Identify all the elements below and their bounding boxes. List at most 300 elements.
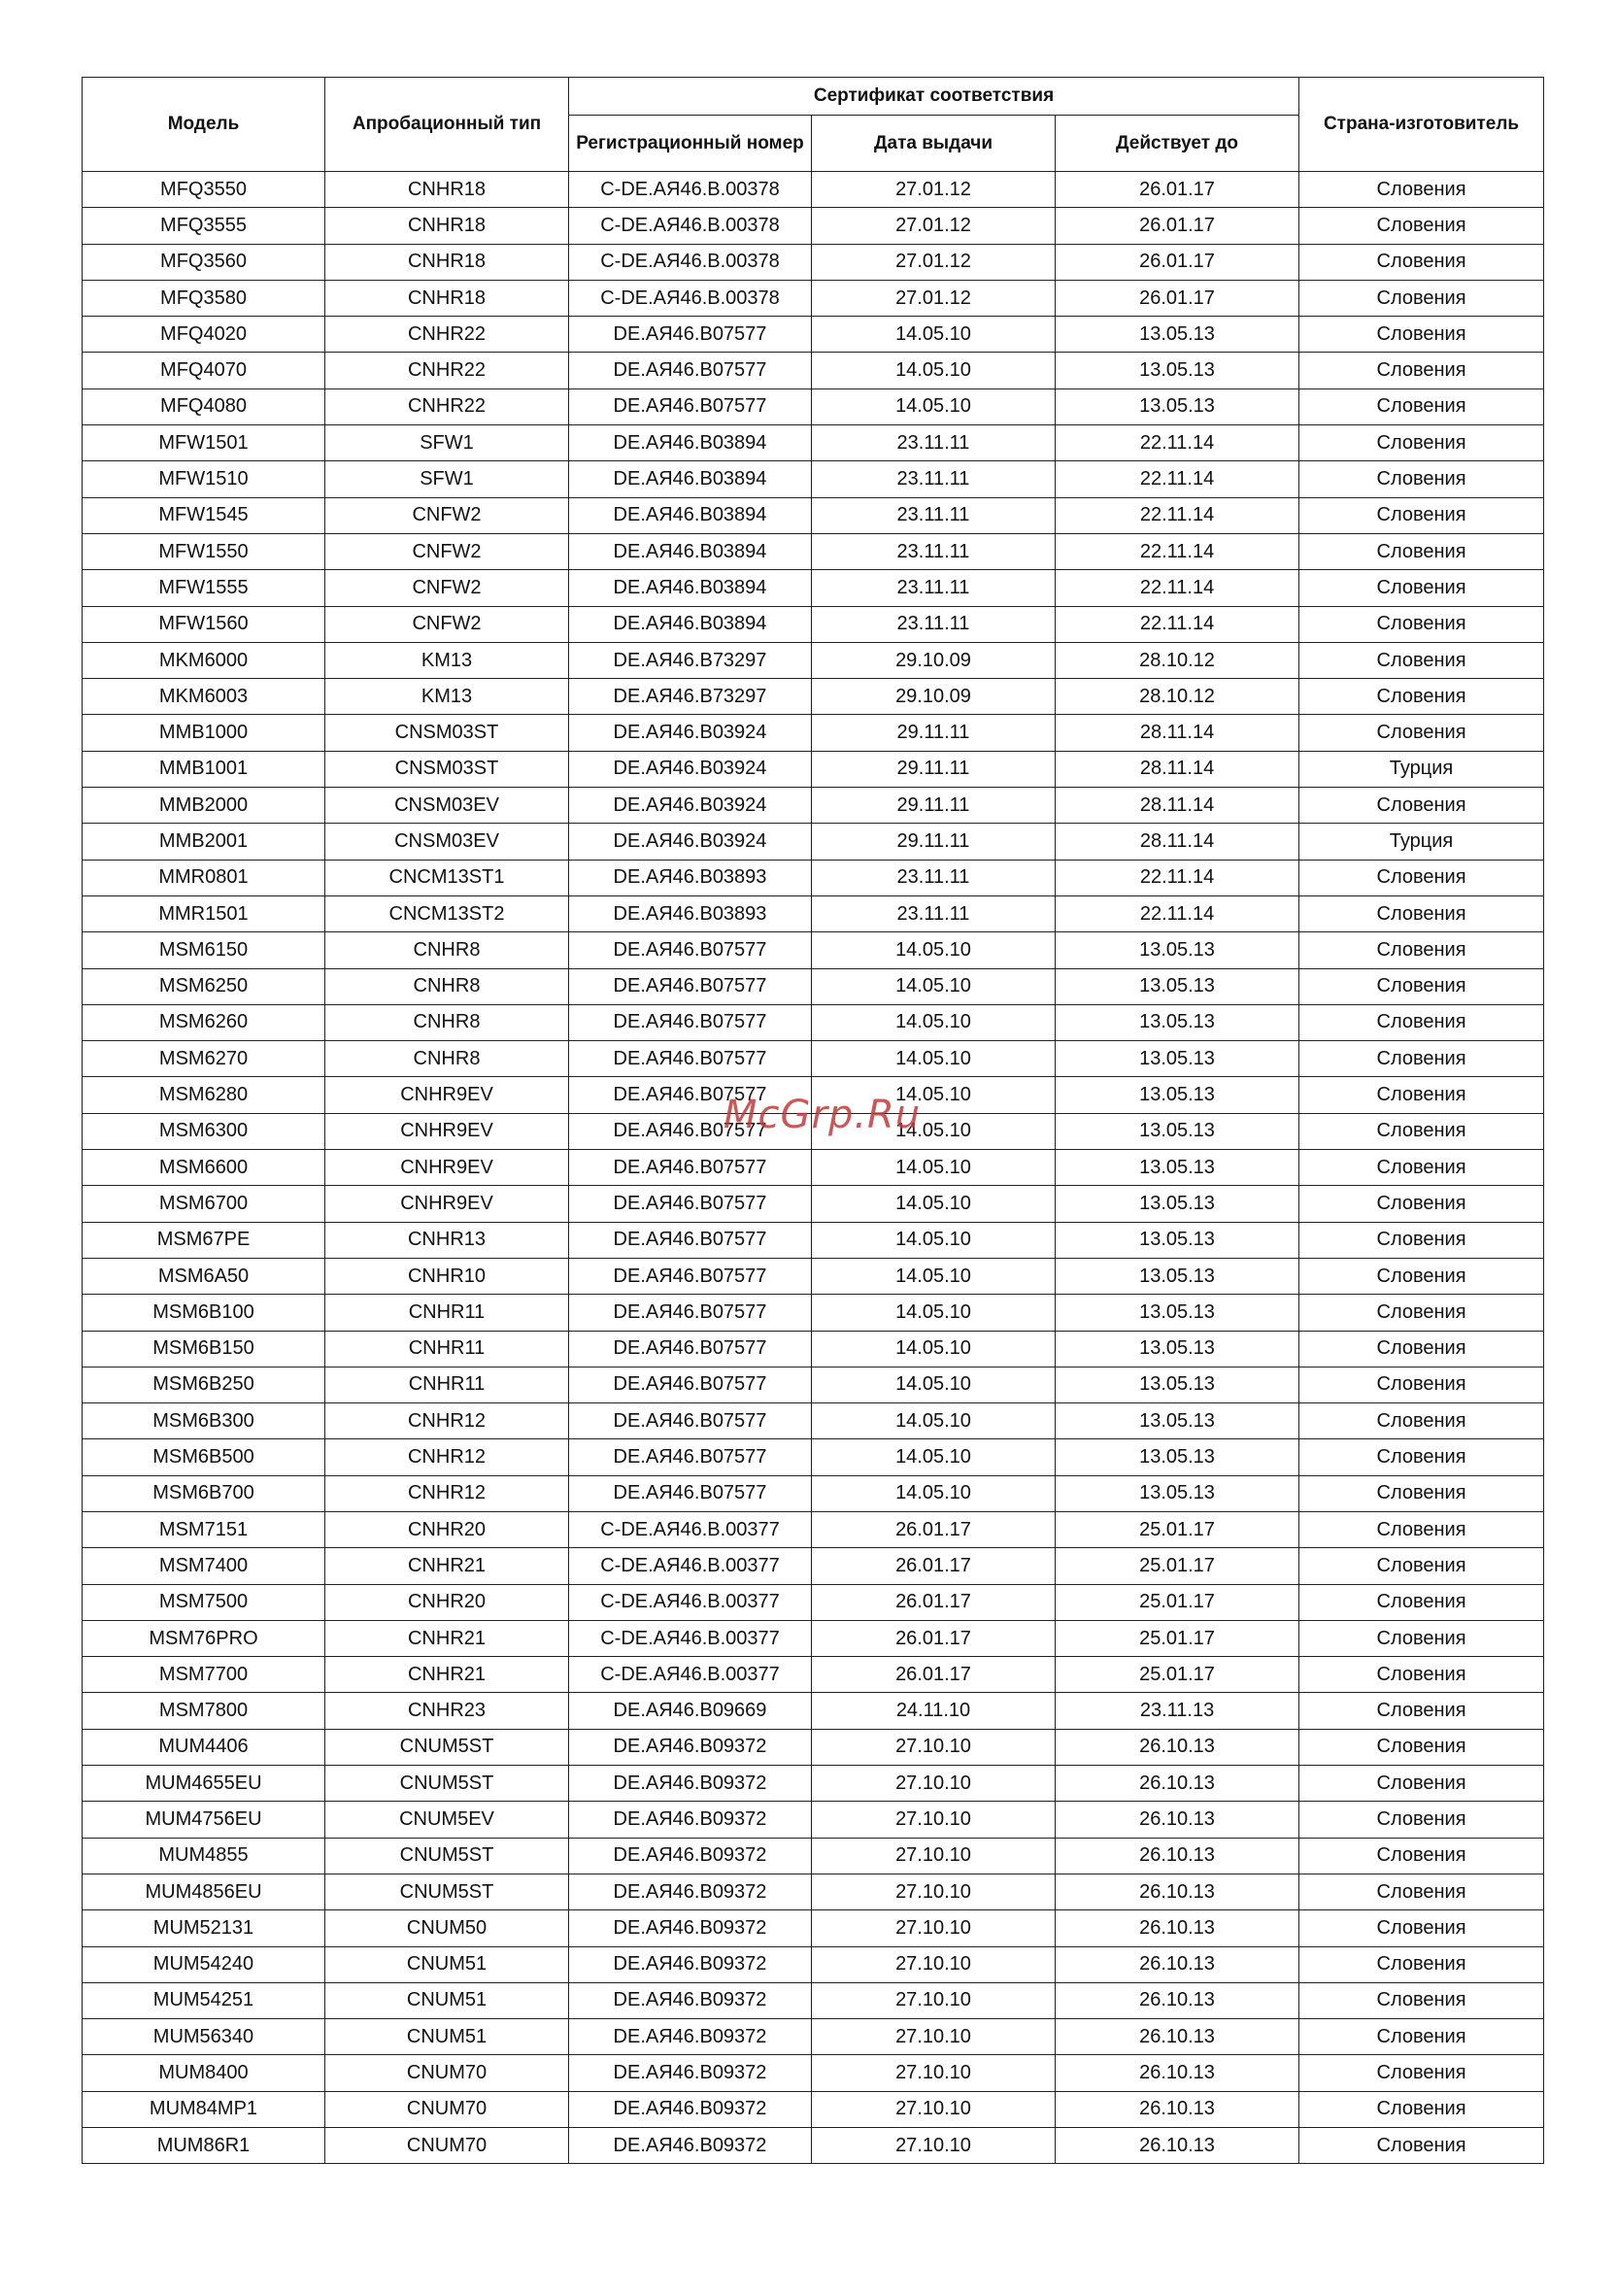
cell-reg-number: DE.АЯ46.B07577: [569, 932, 812, 968]
cell-aprob-type: CNHR21: [325, 1620, 569, 1656]
table-row: [83, 1548, 1544, 1584]
cell-issue-date: 29.11.11: [812, 824, 1056, 860]
cell-valid-until: 25.01.17: [1056, 1620, 1299, 1656]
cell-model: MSM67PE: [83, 1222, 325, 1258]
table-body: [83, 172, 1544, 2164]
cell-reg-number: C-DE.АЯ46.B.00378: [569, 244, 812, 280]
cell-aprob-type: CNUM51: [325, 1982, 569, 2018]
cell-valid-until: 26.10.13: [1056, 2091, 1299, 2127]
cell-issue-date: 14.05.10: [812, 968, 1056, 1004]
cell-valid-until: 13.05.13: [1056, 1367, 1299, 1402]
cell-reg-number: DE.АЯ46.B09372: [569, 1982, 812, 2018]
cell-model: MSM6B250: [83, 1367, 325, 1402]
cell-model: MSM6250: [83, 968, 325, 1004]
cell-aprob-type: CNHR18: [325, 208, 569, 244]
cell-country: Словения: [1299, 461, 1544, 497]
cell-issue-date: 23.11.11: [812, 425, 1056, 461]
table-row: [83, 497, 1544, 533]
table-row: [83, 1982, 1544, 2018]
cell-aprob-type: CNUM50: [325, 1910, 569, 1946]
watermark-text: McGrp.Ru: [724, 1093, 922, 1137]
cell-aprob-type: CNHR11: [325, 1367, 569, 1402]
cell-country: Словения: [1299, 1475, 1544, 1511]
cell-aprob-type: CNUM70: [325, 2128, 569, 2164]
cell-reg-number: DE.АЯ46.B07577: [569, 968, 812, 1004]
cell-issue-date: 26.01.17: [812, 1620, 1056, 1656]
cell-reg-number: DE.АЯ46.B03894: [569, 461, 812, 497]
cell-reg-number: DE.АЯ46.B09372: [569, 1946, 812, 1982]
cell-model: MFQ4020: [83, 317, 325, 353]
cell-valid-until: 26.01.17: [1056, 244, 1299, 280]
cell-country: Словения: [1299, 1946, 1544, 1982]
cell-aprob-type: CNUM70: [325, 2055, 569, 2091]
table-row: [83, 2019, 1544, 2055]
cell-reg-number: DE.АЯ46.B03924: [569, 824, 812, 860]
cell-reg-number: C-DE.АЯ46.B.00377: [569, 1620, 812, 1656]
cell-model: MUM4406: [83, 1729, 325, 1765]
cell-aprob-type: CNHR9EV: [325, 1150, 569, 1186]
cell-issue-date: 26.01.17: [812, 1548, 1056, 1584]
cell-issue-date: 14.05.10: [812, 353, 1056, 388]
cell-reg-number: DE.АЯ46.B07577: [569, 317, 812, 353]
cell-country: Словения: [1299, 497, 1544, 533]
cell-valid-until: 28.11.14: [1056, 715, 1299, 751]
table-row: [83, 1186, 1544, 1222]
cell-issue-date: 14.05.10: [812, 317, 1056, 353]
cell-reg-number: DE.АЯ46.B09372: [569, 2055, 812, 2091]
cell-reg-number: DE.АЯ46.B09372: [569, 1766, 812, 1802]
cell-issue-date: 14.05.10: [812, 1439, 1056, 1475]
cell-model: MSM7400: [83, 1548, 325, 1584]
cell-country: Словения: [1299, 1693, 1544, 1729]
header-country: Страна-изготовитель: [1299, 78, 1544, 172]
cell-valid-until: 22.11.14: [1056, 895, 1299, 931]
table-row: [83, 1041, 1544, 1077]
table-row: [83, 280, 1544, 316]
cell-issue-date: 14.05.10: [812, 1041, 1056, 1077]
cell-country: Словения: [1299, 1511, 1544, 1547]
cell-country: Словения: [1299, 425, 1544, 461]
cell-valid-until: 22.11.14: [1056, 425, 1299, 461]
cell-issue-date: 27.10.10: [812, 1766, 1056, 1802]
cell-aprob-type: CNUM51: [325, 1946, 569, 1982]
cell-issue-date: 29.10.09: [812, 679, 1056, 715]
table-row: [83, 1150, 1544, 1186]
cell-country: Словения: [1299, 1910, 1544, 1946]
cell-reg-number: DE.АЯ46.B07577: [569, 1331, 812, 1367]
cell-issue-date: 27.10.10: [812, 1982, 1056, 2018]
table-row: [83, 1295, 1544, 1331]
cell-model: MUM4655EU: [83, 1766, 325, 1802]
cell-country: Словения: [1299, 172, 1544, 208]
table-row: [83, 895, 1544, 931]
cell-aprob-type: CNSM03EV: [325, 788, 569, 824]
cell-reg-number: C-DE.АЯ46.B.00377: [569, 1548, 812, 1584]
cell-valid-until: 26.10.13: [1056, 1946, 1299, 1982]
cell-valid-until: 28.11.14: [1056, 751, 1299, 787]
cell-issue-date: 14.05.10: [812, 1403, 1056, 1439]
cell-model: MSM6280: [83, 1077, 325, 1113]
cell-country: Словения: [1299, 1258, 1544, 1294]
table-row: [83, 1475, 1544, 1511]
cell-country: Словения: [1299, 1439, 1544, 1475]
cell-aprob-type: CNHR13: [325, 1222, 569, 1258]
table-row: [83, 1910, 1544, 1946]
cell-aprob-type: CNHR11: [325, 1331, 569, 1367]
cell-issue-date: 24.11.10: [812, 1693, 1056, 1729]
cell-country: Словения: [1299, 1367, 1544, 1402]
cell-country: Словения: [1299, 1295, 1544, 1331]
cell-issue-date: 29.11.11: [812, 788, 1056, 824]
cell-aprob-type: CNSM03EV: [325, 824, 569, 860]
cell-model: MUM8400: [83, 2055, 325, 2091]
table-row: [83, 932, 1544, 968]
cell-valid-until: 13.05.13: [1056, 1295, 1299, 1331]
table-row: [83, 2128, 1544, 2164]
cell-issue-date: 27.01.12: [812, 280, 1056, 316]
cell-aprob-type: CNHR18: [325, 172, 569, 208]
cell-valid-until: 28.11.14: [1056, 824, 1299, 860]
cell-reg-number: DE.АЯ46.B03893: [569, 895, 812, 931]
cell-country: Словения: [1299, 679, 1544, 715]
cell-issue-date: 14.05.10: [812, 1222, 1056, 1258]
cell-model: MUM86R1: [83, 2128, 325, 2164]
cell-issue-date: 27.10.10: [812, 2128, 1056, 2164]
cell-issue-date: 27.10.10: [812, 1802, 1056, 1838]
cell-aprob-type: CNHR12: [325, 1403, 569, 1439]
cell-reg-number: DE.АЯ46.B09372: [569, 1729, 812, 1765]
cell-aprob-type: CNHR9EV: [325, 1113, 569, 1149]
cell-aprob-type: CNHR12: [325, 1439, 569, 1475]
cell-country: Словения: [1299, 244, 1544, 280]
cell-aprob-type: CNFW2: [325, 497, 569, 533]
cell-reg-number: C-DE.АЯ46.B.00378: [569, 172, 812, 208]
cell-reg-number: DE.АЯ46.B73297: [569, 642, 812, 678]
cell-reg-number: DE.АЯ46.B03894: [569, 497, 812, 533]
cell-model: MUM4856EU: [83, 1874, 325, 1909]
cell-reg-number: DE.АЯ46.B07577: [569, 1403, 812, 1439]
cell-valid-until: 22.11.14: [1056, 461, 1299, 497]
cell-issue-date: 27.10.10: [812, 1874, 1056, 1909]
cell-country: Словения: [1299, 606, 1544, 642]
header-issue-date: Дата выдачи: [812, 116, 1056, 172]
cell-model: MSM7151: [83, 1511, 325, 1547]
cell-aprob-type: CNHR20: [325, 1511, 569, 1547]
cell-model: MSM6B700: [83, 1475, 325, 1511]
table-row: [83, 751, 1544, 787]
header-row-1: [83, 78, 1544, 116]
cell-reg-number: DE.АЯ46.B09372: [569, 1802, 812, 1838]
cell-valid-until: 13.05.13: [1056, 353, 1299, 388]
cell-aprob-type: CNHR20: [325, 1584, 569, 1620]
cell-reg-number: DE.АЯ46.B03894: [569, 570, 812, 606]
cell-valid-until: 26.10.13: [1056, 1982, 1299, 2018]
cell-aprob-type: CNHR8: [325, 932, 569, 968]
cell-model: MSM6260: [83, 1004, 325, 1040]
table-row: [83, 533, 1544, 569]
cell-model: MSM76PRO: [83, 1620, 325, 1656]
cell-reg-number: DE.АЯ46.B09372: [569, 2128, 812, 2164]
cell-reg-number: DE.АЯ46.B09372: [569, 2019, 812, 2055]
table-row: [83, 1802, 1544, 1838]
cell-valid-until: 26.10.13: [1056, 1874, 1299, 1909]
cell-country: Словения: [1299, 1041, 1544, 1077]
table-row: [83, 1693, 1544, 1729]
cell-reg-number: DE.АЯ46.B07577: [569, 1439, 812, 1475]
cell-model: MUM4855: [83, 1838, 325, 1874]
cell-valid-until: 22.11.14: [1056, 497, 1299, 533]
cell-valid-until: 28.11.14: [1056, 788, 1299, 824]
cell-valid-until: 13.05.13: [1056, 1439, 1299, 1475]
cell-reg-number: C-DE.АЯ46.B.00377: [569, 1511, 812, 1547]
table-row: [83, 425, 1544, 461]
table-row: [83, 353, 1544, 388]
cell-country: Словения: [1299, 715, 1544, 751]
cell-country: Словения: [1299, 1982, 1544, 2018]
cell-reg-number: DE.АЯ46.B07577: [569, 1475, 812, 1511]
table-row: [83, 317, 1544, 353]
cell-country: Словения: [1299, 1150, 1544, 1186]
cell-valid-until: 26.10.13: [1056, 2019, 1299, 2055]
table-row: [83, 388, 1544, 424]
cell-aprob-type: CNSM03ST: [325, 715, 569, 751]
cell-valid-until: 26.10.13: [1056, 2055, 1299, 2091]
cell-valid-until: 13.05.13: [1056, 1403, 1299, 1439]
cell-issue-date: 27.10.10: [812, 2091, 1056, 2127]
cell-reg-number: C-DE.АЯ46.B.00377: [569, 1584, 812, 1620]
cell-reg-number: DE.АЯ46.B07577: [569, 1041, 812, 1077]
cell-aprob-type: CNCM13ST1: [325, 860, 569, 895]
cell-issue-date: 23.11.11: [812, 533, 1056, 569]
cell-model: MUM4756EU: [83, 1802, 325, 1838]
cell-issue-date: 14.05.10: [812, 932, 1056, 968]
cell-valid-until: 26.10.13: [1056, 1766, 1299, 1802]
cell-issue-date: 14.05.10: [812, 1004, 1056, 1040]
cell-issue-date: 23.11.11: [812, 497, 1056, 533]
cell-country: Словения: [1299, 1838, 1544, 1874]
cell-valid-until: 13.05.13: [1056, 1113, 1299, 1149]
cell-issue-date: 29.11.11: [812, 751, 1056, 787]
cell-country: Словения: [1299, 533, 1544, 569]
cell-aprob-type: SFW1: [325, 425, 569, 461]
cell-issue-date: 29.10.09: [812, 642, 1056, 678]
cell-issue-date: 27.01.12: [812, 172, 1056, 208]
cell-reg-number: DE.АЯ46.B09372: [569, 2091, 812, 2127]
cell-aprob-type: CNHR9EV: [325, 1186, 569, 1222]
cell-valid-until: 26.01.17: [1056, 208, 1299, 244]
table-row: [83, 244, 1544, 280]
cell-model: MSM7800: [83, 1693, 325, 1729]
cell-country: Словения: [1299, 1802, 1544, 1838]
table-row: [83, 1584, 1544, 1620]
cell-model: MFW1560: [83, 606, 325, 642]
cell-reg-number: DE.АЯ46.B07577: [569, 1113, 812, 1149]
cell-aprob-type: SFW1: [325, 461, 569, 497]
cell-valid-until: 25.01.17: [1056, 1511, 1299, 1547]
cell-reg-number: DE.АЯ46.B07577: [569, 353, 812, 388]
cell-model: MUM84MP1: [83, 2091, 325, 2127]
table-row: [83, 642, 1544, 678]
table-row: [83, 1766, 1544, 1802]
cell-valid-until: 13.05.13: [1056, 968, 1299, 1004]
cell-issue-date: 27.10.10: [812, 1729, 1056, 1765]
cell-model: MKM6000: [83, 642, 325, 678]
cell-valid-until: 22.11.14: [1056, 606, 1299, 642]
cell-model: MMR1501: [83, 895, 325, 931]
cell-reg-number: DE.АЯ46.B07577: [569, 1150, 812, 1186]
cell-country: Словения: [1299, 1657, 1544, 1693]
cell-model: MFW1510: [83, 461, 325, 497]
cell-model: MSM7500: [83, 1584, 325, 1620]
cell-reg-number: DE.АЯ46.B03924: [569, 788, 812, 824]
cell-aprob-type: KM13: [325, 679, 569, 715]
cell-valid-until: 26.10.13: [1056, 2128, 1299, 2164]
table-row: [83, 570, 1544, 606]
table-header: [83, 78, 1544, 172]
cell-issue-date: 14.05.10: [812, 388, 1056, 424]
cell-aprob-type: CNUM51: [325, 2019, 569, 2055]
cell-country: Словения: [1299, 1331, 1544, 1367]
cell-aprob-type: CNFW2: [325, 570, 569, 606]
header-aprob-type: Апробационный тип: [325, 78, 569, 172]
table-row: [83, 1367, 1544, 1402]
table-row: [83, 1620, 1544, 1656]
table-row: [83, 968, 1544, 1004]
cell-aprob-type: CNHR8: [325, 968, 569, 1004]
cell-issue-date: 27.10.10: [812, 1946, 1056, 1982]
cell-country: Словения: [1299, 1620, 1544, 1656]
cell-valid-until: 13.05.13: [1056, 1150, 1299, 1186]
cell-model: MFQ3550: [83, 172, 325, 208]
cell-issue-date: 27.01.12: [812, 244, 1056, 280]
cell-aprob-type: CNUM5ST: [325, 1874, 569, 1909]
cell-aprob-type: CNHR8: [325, 1004, 569, 1040]
cell-valid-until: 13.05.13: [1056, 1258, 1299, 1294]
cell-aprob-type: CNHR21: [325, 1548, 569, 1584]
cell-valid-until: 26.01.17: [1056, 280, 1299, 316]
table-row: [83, 1403, 1544, 1439]
cell-country: Словения: [1299, 1766, 1544, 1802]
cell-country: Словения: [1299, 280, 1544, 316]
cell-country: Словения: [1299, 317, 1544, 353]
cell-model: MSM6B300: [83, 1403, 325, 1439]
cell-model: MMB1000: [83, 715, 325, 751]
cell-model: MFQ4080: [83, 388, 325, 424]
cell-valid-until: 22.11.14: [1056, 570, 1299, 606]
cell-reg-number: DE.АЯ46.B07577: [569, 388, 812, 424]
cell-reg-number: DE.АЯ46.B07577: [569, 1295, 812, 1331]
cell-model: MMB1001: [83, 751, 325, 787]
cell-model: MFW1501: [83, 425, 325, 461]
cell-country: Словения: [1299, 2091, 1544, 2127]
cell-issue-date: 26.01.17: [812, 1511, 1056, 1547]
cell-valid-until: 25.01.17: [1056, 1657, 1299, 1693]
table-row: [83, 1439, 1544, 1475]
cell-aprob-type: KM13: [325, 642, 569, 678]
cell-country: Словения: [1299, 388, 1544, 424]
cell-issue-date: 23.11.11: [812, 860, 1056, 895]
cell-issue-date: 23.11.11: [812, 895, 1056, 931]
cell-valid-until: 13.05.13: [1056, 1004, 1299, 1040]
cell-valid-until: 26.10.13: [1056, 1910, 1299, 1946]
cell-reg-number: DE.АЯ46.B07577: [569, 1222, 812, 1258]
cell-country: Словения: [1299, 968, 1544, 1004]
cell-valid-until: 13.05.13: [1056, 1186, 1299, 1222]
cell-issue-date: 27.10.10: [812, 1838, 1056, 1874]
table-row: [83, 461, 1544, 497]
table-row: [83, 1729, 1544, 1765]
cell-aprob-type: CNUM70: [325, 2091, 569, 2127]
cell-model: MKM6003: [83, 679, 325, 715]
cell-country: Словения: [1299, 1584, 1544, 1620]
table-row: [83, 860, 1544, 895]
table-row: [83, 715, 1544, 751]
cell-issue-date: 27.10.10: [812, 2019, 1056, 2055]
cell-reg-number: DE.АЯ46.B09372: [569, 1910, 812, 1946]
cell-valid-until: 13.05.13: [1056, 1222, 1299, 1258]
cell-country: Турция: [1299, 824, 1544, 860]
table-row: [83, 1004, 1544, 1040]
cell-reg-number: DE.АЯ46.B09372: [569, 1838, 812, 1874]
cell-model: MMB2000: [83, 788, 325, 824]
table-row: [83, 2091, 1544, 2127]
cell-model: MSM6600: [83, 1150, 325, 1186]
cell-issue-date: 27.10.10: [812, 2055, 1056, 2091]
cell-country: Словения: [1299, 2128, 1544, 2164]
cell-issue-date: 26.01.17: [812, 1584, 1056, 1620]
table-row: [83, 1511, 1544, 1547]
cell-reg-number: C-DE.АЯ46.B.00378: [569, 280, 812, 316]
cell-issue-date: 23.11.11: [812, 570, 1056, 606]
cell-issue-date: 14.05.10: [812, 1295, 1056, 1331]
cell-valid-until: 13.05.13: [1056, 932, 1299, 968]
cell-country: Словения: [1299, 570, 1544, 606]
cell-issue-date: 14.05.10: [812, 1077, 1056, 1113]
cell-aprob-type: CNCM13ST2: [325, 895, 569, 931]
cell-country: Турция: [1299, 751, 1544, 787]
table-row: [83, 679, 1544, 715]
cell-aprob-type: CNHR10: [325, 1258, 569, 1294]
header-reg-number: Регистрационный номер: [569, 116, 812, 172]
cell-model: MMB2001: [83, 824, 325, 860]
table-row: [83, 1946, 1544, 1982]
cell-valid-until: 26.10.13: [1056, 1802, 1299, 1838]
cell-aprob-type: CNSM03ST: [325, 751, 569, 787]
cell-reg-number: DE.АЯ46.B07577: [569, 1004, 812, 1040]
cell-aprob-type: CNUM5ST: [325, 1766, 569, 1802]
cell-model: MFQ3560: [83, 244, 325, 280]
cell-country: Словения: [1299, 208, 1544, 244]
cell-reg-number: C-DE.АЯ46.B.00377: [569, 1657, 812, 1693]
cell-aprob-type: CNHR18: [325, 244, 569, 280]
cell-model: MUM54240: [83, 1946, 325, 1982]
cell-aprob-type: CNHR9EV: [325, 1077, 569, 1113]
cell-aprob-type: CNUM5ST: [325, 1729, 569, 1765]
cell-issue-date: 14.05.10: [812, 1475, 1056, 1511]
cell-reg-number: DE.АЯ46.B03894: [569, 606, 812, 642]
cell-country: Словения: [1299, 1874, 1544, 1909]
cell-model: MFQ3580: [83, 280, 325, 316]
cell-issue-date: 27.01.12: [812, 208, 1056, 244]
cell-valid-until: 25.01.17: [1056, 1584, 1299, 1620]
cell-valid-until: 22.11.14: [1056, 533, 1299, 569]
cell-model: MFW1555: [83, 570, 325, 606]
cell-country: Словения: [1299, 1729, 1544, 1765]
cell-model: MSM6B100: [83, 1295, 325, 1331]
cell-model: MFQ3555: [83, 208, 325, 244]
table-row: [83, 1331, 1544, 1367]
cell-valid-until: 23.11.13: [1056, 1693, 1299, 1729]
